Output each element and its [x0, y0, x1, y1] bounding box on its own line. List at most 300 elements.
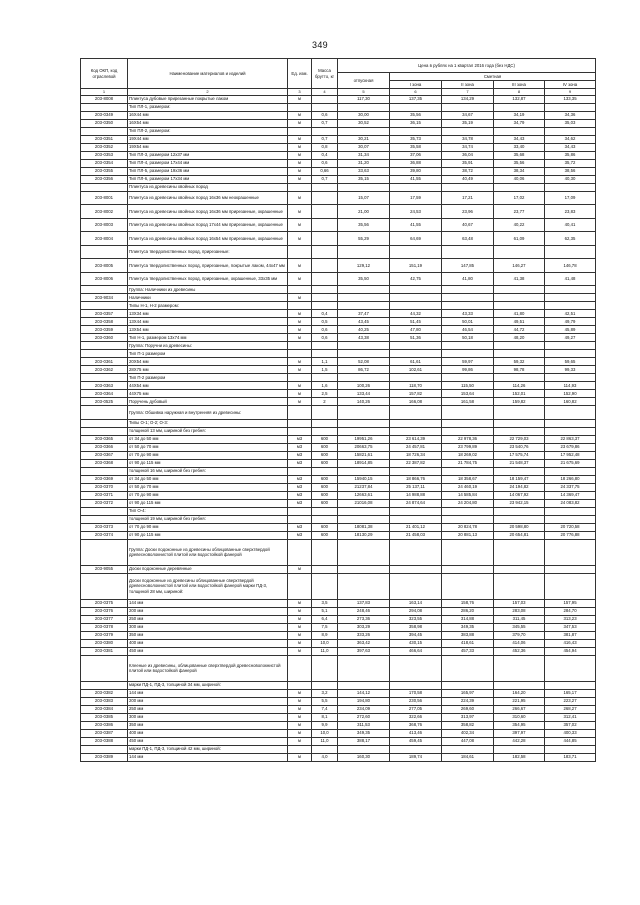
cell-price: 34,19 — [494, 111, 545, 119]
column-number: 7 — [442, 89, 494, 96]
table-row — [81, 175, 596, 183]
cell-unit: м — [288, 753, 312, 761]
table-row — [81, 135, 596, 143]
table-row — [81, 232, 596, 246]
cell-price — [442, 681, 494, 689]
cell-code: 203-0384 — [81, 705, 128, 713]
cell-price: 86,72 — [338, 366, 390, 374]
cell-price: 454,94 — [545, 647, 596, 655]
cell-price: 30,52 — [338, 119, 390, 127]
cell-price: 333,26 — [338, 631, 390, 639]
cell-price: 18914,85 — [338, 459, 390, 467]
table-row — [81, 647, 596, 655]
cell-price: 59,32 — [494, 358, 545, 366]
cell-name: 44Х75 мм — [128, 390, 288, 398]
cell-unit: м3 — [288, 451, 312, 459]
cell-price: 157,82 — [390, 390, 442, 398]
cell-name: от 70 до 90 мм — [128, 523, 288, 531]
cell-price: 34,78 — [442, 135, 494, 143]
cell-mass — [312, 745, 338, 753]
cell-mass: 0,4 — [312, 151, 338, 159]
cell-mass — [312, 342, 338, 350]
cell-unit: м — [288, 111, 312, 119]
cell-name: 350 мм — [128, 631, 288, 639]
cell-price: 30,07 — [338, 143, 390, 151]
cell-price — [338, 183, 390, 191]
cell-mass: 1,1 — [312, 358, 338, 366]
cell-price: 402,34 — [442, 729, 494, 737]
cell-code: 203-0378 — [81, 623, 128, 631]
cell-code: 203-0352 — [81, 143, 128, 151]
cell-code: 203-0355 — [81, 167, 128, 175]
cell-price — [338, 302, 390, 310]
cell-price: 39,80 — [390, 167, 442, 175]
cell-price — [338, 745, 390, 753]
cell-mass — [312, 374, 338, 382]
cell-price: 62,35 — [545, 232, 596, 246]
cell-price: 20663,75 — [338, 443, 390, 451]
cell-unit: м — [288, 382, 312, 390]
cell-price — [338, 294, 390, 302]
cell-price — [545, 681, 596, 689]
cell-price — [390, 374, 442, 382]
cell-code: 203-8002 — [81, 205, 128, 219]
cell-name: Наличники — [128, 294, 288, 302]
cell-unit — [288, 507, 312, 515]
cell-unit: м — [288, 737, 312, 745]
cell-price — [390, 127, 442, 135]
cell-unit — [288, 427, 312, 435]
cell-code — [81, 183, 128, 191]
cell-price: 50,18 — [442, 334, 494, 342]
cell-price — [442, 406, 494, 420]
cell-price: 160,30 — [338, 753, 390, 761]
cell-price — [390, 427, 442, 435]
cell-code: 203-8006 — [81, 272, 128, 286]
cell-mass: 600 — [312, 475, 338, 483]
cell-price: 18130,29 — [338, 531, 390, 539]
cell-name: Группа: Поручни из древесины: — [128, 342, 288, 350]
cell-unit: м — [288, 326, 312, 334]
cell-name: Типы Н-1, Н-2 размером: — [128, 302, 288, 310]
cell-code — [81, 681, 128, 689]
cell-price: 34,36 — [545, 111, 596, 119]
cell-price — [442, 467, 494, 475]
cell-price — [390, 565, 442, 573]
table-row — [81, 507, 596, 515]
table-row — [81, 523, 596, 531]
cell-price — [442, 374, 494, 382]
cell-unit: м — [288, 95, 312, 103]
cell-price: 133,35 — [545, 95, 596, 103]
cell-name: 200 мм — [128, 607, 288, 615]
cell-price — [494, 745, 545, 753]
cell-name: 20Х54 мм — [128, 358, 288, 366]
header-unit: Ед. изм. — [288, 59, 312, 89]
cell-price — [390, 302, 442, 310]
cell-price: 159,82 — [494, 398, 545, 406]
cell-mass: 5,5 — [312, 697, 338, 705]
cell-price — [494, 515, 545, 523]
cell-price — [494, 286, 545, 294]
cell-price: 466,64 — [390, 647, 442, 655]
cell-price — [390, 681, 442, 689]
cell-unit: м — [288, 366, 312, 374]
cell-name: Тип Н-1, размером 13х74 мм — [128, 334, 288, 342]
cell-price: 24,53 — [390, 205, 442, 219]
cell-price: 36,04 — [442, 151, 494, 159]
cell-price: 35,73 — [390, 135, 442, 143]
cell-code: 203-0359 — [81, 326, 128, 334]
cell-price: 160,82 — [545, 398, 596, 406]
cell-code: 203-8004 — [81, 232, 128, 246]
cell-code: 203-0380 — [81, 639, 128, 647]
cell-mass: 0,7 — [312, 135, 338, 143]
cell-mass — [312, 245, 338, 259]
table-row — [81, 753, 596, 761]
cell-price: 137,83 — [338, 599, 390, 607]
cell-price — [338, 573, 390, 599]
cell-price — [390, 745, 442, 753]
cell-mass: 600 — [312, 491, 338, 499]
table-row — [81, 443, 596, 451]
cell-code: 203-0374 — [81, 531, 128, 539]
cell-price: 194,80 — [338, 697, 390, 705]
cell-price: 23 799,89 — [442, 443, 494, 451]
cell-unit: м — [288, 729, 312, 737]
cell-price: 152,01 — [494, 390, 545, 398]
cell-price: 19951,26 — [338, 435, 390, 443]
table-row — [81, 272, 596, 286]
cell-price — [338, 515, 390, 523]
cell-unit: м — [288, 259, 312, 273]
cell-price — [442, 539, 494, 565]
cell-price: 40,30 — [545, 175, 596, 183]
cell-price: 43,45 — [338, 318, 390, 326]
cell-name: 400 мм — [128, 729, 288, 737]
cell-price: 20 598,80 — [494, 523, 545, 531]
table-row — [81, 655, 596, 681]
cell-mass — [312, 183, 338, 191]
cell-price: 224,39 — [442, 697, 494, 705]
cell-price: 223,27 — [545, 697, 596, 705]
cell-unit — [288, 539, 312, 565]
table-row — [81, 475, 596, 483]
cell-unit — [288, 245, 312, 259]
cell-name: Плинтуса дубовые прирезанные покрытые лаком — [128, 95, 288, 103]
cell-unit: м — [288, 218, 312, 232]
cell-name: от 90 до 115 мм — [128, 531, 288, 539]
cell-unit: м — [288, 310, 312, 318]
table-row — [81, 286, 596, 294]
cell-price: 64,69 — [390, 232, 442, 246]
cell-unit: м — [288, 615, 312, 623]
cell-price: 18 159,47 — [494, 475, 545, 483]
cell-price: 147,85 — [442, 259, 494, 273]
cell-name: от 90 до 115 мм — [128, 459, 288, 467]
cell-mass: 0,4 — [312, 310, 338, 318]
cell-price: 358,82 — [442, 721, 494, 729]
cell-price: 40,25 — [338, 326, 390, 334]
table-row — [81, 218, 596, 232]
cell-mass: 0,6 — [312, 334, 338, 342]
cell-price — [545, 467, 596, 475]
cell-price — [494, 406, 545, 420]
table-row — [81, 334, 596, 342]
table-row — [81, 366, 596, 374]
header-zone-1: I зона — [390, 81, 442, 89]
cell-unit: м3 — [288, 491, 312, 499]
cell-price: 37,06 — [390, 151, 442, 159]
cell-price: 363,42 — [338, 639, 390, 647]
cell-price: 459,45 — [390, 737, 442, 745]
cell-price: 452,36 — [494, 647, 545, 655]
cell-name: 19Х44 мм — [128, 135, 288, 143]
column-number: 8 — [494, 89, 545, 96]
table-row — [81, 358, 596, 366]
table-row — [81, 302, 596, 310]
cell-name: толщиной 16 мм, шириной без гребня: — [128, 467, 288, 475]
cell-price — [494, 350, 545, 358]
cell-mass — [312, 302, 338, 310]
table-row — [81, 491, 596, 499]
cell-price — [390, 655, 442, 681]
cell-name: Тип П-2 размером — [128, 374, 288, 382]
cell-price: 457,33 — [442, 647, 494, 655]
cell-price: 51,36 — [390, 334, 442, 342]
cell-unit — [288, 302, 312, 310]
cell-price: 49,79 — [545, 318, 596, 326]
table-row — [81, 398, 596, 406]
cell-price: 357,02 — [545, 721, 596, 729]
cell-name: 19Х54 мм — [128, 143, 288, 151]
cell-code — [81, 245, 128, 259]
cell-price — [494, 245, 545, 259]
cell-mass: 600 — [312, 531, 338, 539]
cell-price: 22 729,03 — [494, 435, 545, 443]
cell-price — [545, 374, 596, 382]
cell-price: 31,34 — [338, 151, 390, 159]
cell-code: 203-0386 — [81, 721, 128, 729]
cell-price: 40,22 — [494, 218, 545, 232]
cell-price — [545, 745, 596, 753]
cell-unit — [288, 406, 312, 420]
cell-price: 44,72 — [494, 326, 545, 334]
cell-price: 45,89 — [545, 326, 596, 334]
cell-code: 203-8008 — [81, 95, 128, 103]
cell-code — [81, 515, 128, 523]
cell-mass: 6,4 — [312, 615, 338, 623]
cell-unit: м — [288, 119, 312, 127]
header-code: Код ОКП, код отраслевой — [81, 59, 128, 89]
cell-name: Плинтуса из древесины хвойных пород 17х44 мм прирезанные, окрашенные — [128, 218, 288, 232]
cell-price: 416,43 — [545, 639, 596, 647]
cell-price — [390, 539, 442, 565]
cell-price: 444,85 — [545, 737, 596, 745]
cell-price: 36,88 — [390, 159, 442, 167]
cell-unit — [288, 342, 312, 350]
cell-unit: м — [288, 639, 312, 647]
column-number: 2 — [128, 89, 288, 96]
table-row — [81, 245, 596, 259]
cell-price: 34,67 — [442, 111, 494, 119]
cell-mass: 0,8 — [312, 143, 338, 151]
column-number: 4 — [312, 89, 338, 96]
cell-price: 59,97 — [442, 358, 494, 366]
cell-price: 40,06 — [494, 175, 545, 183]
cell-price: 23 679,86 — [545, 443, 596, 451]
cell-price — [390, 183, 442, 191]
table-row — [81, 681, 596, 689]
cell-price: 15,07 — [338, 191, 390, 205]
cell-price — [390, 350, 442, 358]
cell-name: Тип ПЛ-5, размером 19х36 мм — [128, 167, 288, 175]
cell-price: 115,50 — [442, 382, 494, 390]
cell-price: 49,51 — [494, 318, 545, 326]
cell-price: 35,19 — [442, 119, 494, 127]
cell-mass — [312, 515, 338, 523]
cell-price — [338, 350, 390, 358]
cell-price: 18 358,67 — [442, 475, 494, 483]
cell-code: 203-0365 — [81, 435, 128, 443]
cell-mass: 600 — [312, 499, 338, 507]
cell-price: 165,17 — [545, 689, 596, 697]
cell-code: 203-0389 — [81, 753, 128, 761]
cell-price: 34,62 — [545, 135, 596, 143]
table-row — [81, 167, 596, 175]
cell-name: Тип ПЛ-4, размером 17х44 мм — [128, 159, 288, 167]
cell-price: 23 614,39 — [390, 435, 442, 443]
cell-mass: 3,2 — [312, 689, 338, 697]
cell-price: 38,34 — [494, 167, 545, 175]
cell-price: 311,53 — [338, 721, 390, 729]
cell-unit — [288, 286, 312, 294]
cell-price: 166,08 — [390, 398, 442, 406]
cell-unit: м — [288, 143, 312, 151]
cell-mass: 1,5 — [312, 366, 338, 374]
cell-name: Группа: Обшивка наружная и внутренняя из древесины: — [128, 406, 288, 420]
table-row — [81, 205, 596, 219]
cell-price — [494, 103, 545, 111]
cell-price: 414,06 — [494, 639, 545, 647]
cell-mass: 4,0 — [312, 753, 338, 761]
cell-price: 347,53 — [545, 623, 596, 631]
cell-code — [81, 539, 128, 565]
cell-code: 203-0368 — [81, 459, 128, 467]
cell-price — [545, 342, 596, 350]
cell-price: 24 337,75 — [545, 483, 596, 491]
cell-price — [545, 406, 596, 420]
cell-mass — [312, 467, 338, 475]
cell-price — [442, 573, 494, 599]
cell-price — [390, 103, 442, 111]
cell-price — [390, 286, 442, 294]
header-smetnaya: Сметная — [390, 73, 596, 81]
cell-code: 203-0353 — [81, 151, 128, 159]
cell-price: 314,88 — [442, 615, 494, 623]
cell-price: 98,78 — [494, 366, 545, 374]
table-row — [81, 191, 596, 205]
table-row — [81, 427, 596, 435]
cell-unit: м3 — [288, 483, 312, 491]
cell-mass: 7,5 — [312, 623, 338, 631]
table-row — [81, 697, 596, 705]
cell-price: 38,56 — [545, 167, 596, 175]
cell-price: 34,43 — [494, 135, 545, 143]
cell-mass: 10,0 — [312, 639, 338, 647]
cell-price — [338, 427, 390, 435]
cell-code: 203-0371 — [81, 491, 128, 499]
cell-price: 157,03 — [494, 599, 545, 607]
cell-price — [442, 565, 494, 573]
cell-price: 40,67 — [442, 218, 494, 232]
table-row — [81, 95, 596, 103]
cell-price: 34,74 — [442, 143, 494, 151]
cell-price — [390, 406, 442, 420]
cell-price — [494, 573, 545, 599]
table-row — [81, 721, 596, 729]
cell-name: 144 мм — [128, 599, 288, 607]
cell-mass — [312, 655, 338, 681]
cell-price: 146,27 — [494, 259, 545, 273]
cell-price: 312,41 — [545, 713, 596, 721]
cell-price: 41,80 — [442, 272, 494, 286]
cell-price: 35,15 — [338, 175, 390, 183]
cell-price: 268,27 — [545, 705, 596, 713]
table-row — [81, 350, 596, 358]
cell-mass: 600 — [312, 451, 338, 459]
cell-price: 20 720,58 — [545, 523, 596, 531]
cell-price: 40,49 — [442, 175, 494, 183]
cell-price — [338, 681, 390, 689]
cell-price: 368,76 — [390, 721, 442, 729]
cell-code: 203-0361 — [81, 358, 128, 366]
table-row — [81, 342, 596, 350]
cell-price: 397,63 — [338, 647, 390, 655]
cell-unit — [288, 127, 312, 135]
cell-price: 31,20 — [338, 159, 390, 167]
cell-price — [545, 539, 596, 565]
cell-price: 41,55 — [390, 218, 442, 232]
cell-mass: 600 — [312, 443, 338, 451]
cell-price: 323,55 — [390, 615, 442, 623]
cell-unit: м — [288, 647, 312, 655]
table-row — [81, 607, 596, 615]
cell-name: марки ПД-1, ПД-3, толщиной 42 мм, шириной: — [128, 745, 288, 753]
cell-price: 230,56 — [390, 697, 442, 705]
cell-price: 33,63 — [338, 167, 390, 175]
cell-price: 151,19 — [390, 259, 442, 273]
cell-mass: 1,6 — [312, 382, 338, 390]
cell-name: от 34 до 50 мм — [128, 475, 288, 483]
cell-unit: м — [288, 713, 312, 721]
cell-price: 161,58 — [442, 398, 494, 406]
cell-price — [545, 573, 596, 599]
cell-unit: м3 — [288, 523, 312, 531]
cell-mass — [312, 286, 338, 294]
cell-price: 51,45 — [390, 318, 442, 326]
column-number: 5 — [338, 89, 390, 96]
cell-price: 21 401,12 — [390, 523, 442, 531]
column-number: 1 — [81, 89, 128, 96]
cell-price: 23,96 — [442, 205, 494, 219]
cell-price: 189,74 — [390, 753, 442, 761]
cell-code — [81, 507, 128, 515]
cell-unit: м3 — [288, 443, 312, 451]
table-row — [81, 406, 596, 420]
cell-price: 21016,08 — [338, 499, 390, 507]
table-row — [81, 499, 596, 507]
